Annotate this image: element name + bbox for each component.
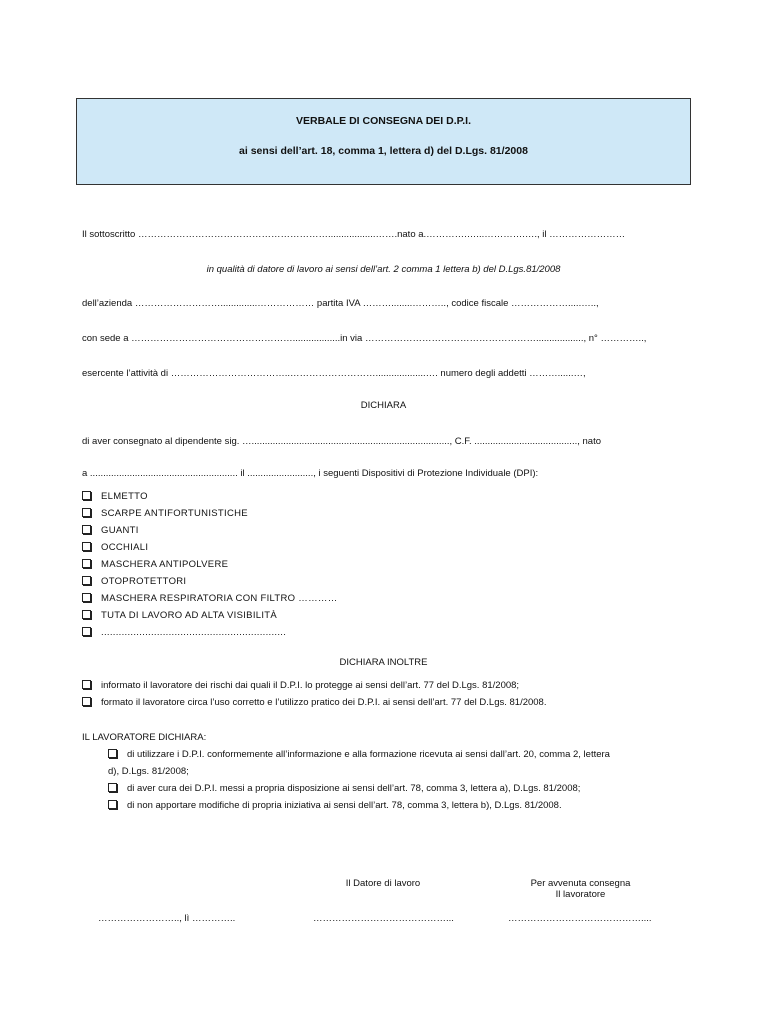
dpi-item: SCARPE ANTIFORTUNISTICHE [82, 508, 248, 519]
checkbox-icon[interactable] [82, 680, 91, 689]
datore-label: Il Datore di lavoro [345, 878, 421, 889]
checkbox-icon[interactable] [82, 508, 91, 517]
qualita-line: in qualità di datore di lavoro ai sensi dell’art. 2 comma 1 lettera b) del D.Lgs.81/2008 [206, 264, 561, 275]
dpi-item: TUTA DI LAVORO AD ALTA VISIBILITÀ [82, 610, 277, 621]
checkbox-icon[interactable] [82, 491, 91, 500]
lavoratore-item-continuation: d), D.Lgs. 81/2008; [108, 766, 189, 777]
lavoratore-signature-field[interactable]: …………………………………….... [508, 913, 652, 924]
dpi-item: ............................................................... [82, 627, 286, 638]
dichiara-heading: DICHIARA [360, 400, 407, 411]
checkbox-icon[interactable] [82, 559, 91, 568]
checkbox-icon[interactable] [82, 593, 91, 602]
attivita-line: esercente l’attività di ………………………………..………………………...................…. numero degli addetti ………......…, [82, 368, 586, 379]
header-box [76, 98, 691, 185]
dpi-item: MASCHERA ANTIPOLVERE [82, 559, 228, 570]
dpi-item: GUANTI [82, 525, 139, 536]
document-subtitle: ai sensi dell’art. 18, comma 1, lettera d) del D.Lgs. 81/2008 [239, 145, 528, 157]
datore-signature-field[interactable]: ……………………………………... [313, 913, 454, 924]
dpi-item: OCCHIALI [82, 542, 148, 553]
dpi-item: MASCHERA RESPIRATORIA CON FILTRO ………… [82, 593, 338, 604]
inoltre-item: formato il lavoratore circa l’uso corretto e l’utilizzo pratico dei D.P.I. ai sensi dell’art. 77 del D.Lgs. 81/2008. [82, 697, 546, 708]
checkbox-icon[interactable] [82, 576, 91, 585]
a-line: a ........................................................ il ........................., i seguenti Dispositivi di Protezione Individuale (DPI): [82, 468, 539, 479]
dpi-item: ELMETTO [82, 491, 148, 502]
document-title: VERBALE DI CONSEGNA DEI D.P.I. [295, 115, 472, 127]
lavoratore-heading: IL LAVORATORE DICHIARA: [82, 732, 207, 743]
inoltre-item: informato il lavoratore dei rischi dai quali il D.P.I. lo protegge ai sensi dell’art. 77 del D.Lgs. 81/2008; [82, 680, 519, 691]
lavoratore-item: di aver cura dei D.P.I. messi a propria disposizione ai sensi dell’art. 78, comma 3, lettera a), D.Lgs. 81/2008; [108, 783, 580, 794]
lavoratore-label: Il lavoratore [555, 889, 606, 900]
checkbox-icon[interactable] [108, 800, 117, 809]
checkbox-icon[interactable] [82, 627, 91, 636]
consegnato-line: di aver consegnato al dipendente sig. …..........................................................................., C.F. ......................................., nato [82, 436, 601, 447]
dpi-item: OTOPROTETTORI [82, 576, 186, 587]
place-date-field[interactable]: …………………….., lì ………….. [98, 913, 236, 924]
inoltre-heading: DICHIARA INOLTRE [339, 657, 428, 668]
checkbox-icon[interactable] [82, 610, 91, 619]
azienda-line: dell’azienda ………………………..............……………… partita IVA ………........……….., codice fiscale ……………….....….., [82, 298, 599, 309]
checkbox-icon[interactable] [108, 749, 117, 758]
consegna-label: Per avvenuta consegna [530, 878, 631, 889]
sede-line: con sede a ……………………………………………..................in via ……………………………………………….................., n° ………….., [82, 333, 647, 344]
checkbox-icon[interactable] [82, 525, 91, 534]
checkbox-icon[interactable] [82, 542, 91, 551]
sottoscritto-line: Il sottoscritto ……………………………………………………..................…….nato a.………….…...………….…., il …………………… [82, 229, 626, 240]
checkbox-icon[interactable] [108, 783, 117, 792]
lavoratore-item: di non apportare modifiche di propria iniziativa ai sensi dell’art. 78, comma 3, lettera b), D.Lgs. 81/2008. [108, 800, 562, 811]
lavoratore-item: di utilizzare i D.P.I. conformemente all’informazione e alla formazione ricevuta ai sensi dall’art. 20, comma 2, lettera [108, 749, 610, 760]
checkbox-icon[interactable] [82, 697, 91, 706]
